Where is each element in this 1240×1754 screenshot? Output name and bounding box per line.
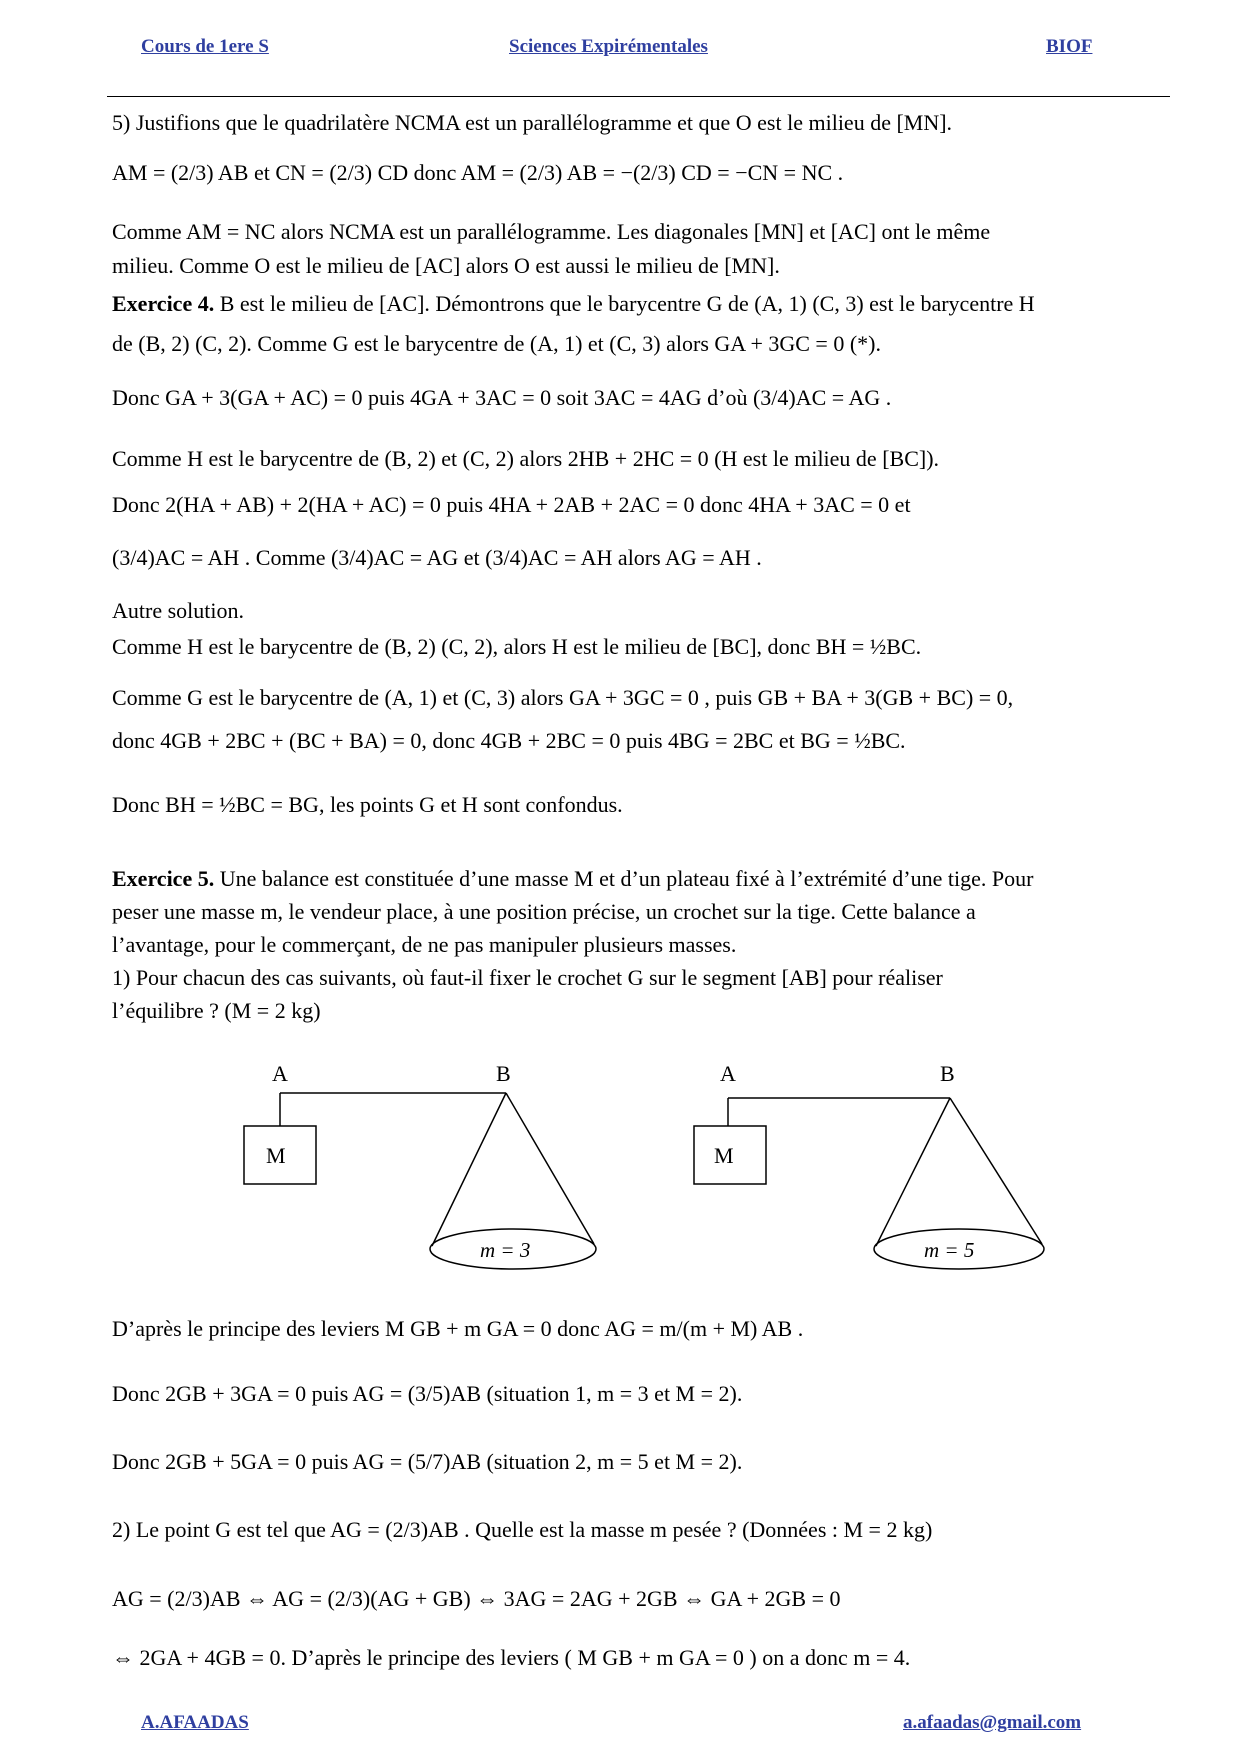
plate-mass-label: m = 5 [924, 1238, 975, 1262]
text-line: milieu. Comme O est le milieu de [AC] alors O est aussi le milieu de [MN]. [112, 253, 780, 278]
text-line: de (B, 2) (C, 2). Comme G est le barycentre de (A, 1) et (C, 3) alors GA + 3GC = 0 (*). [112, 331, 881, 356]
equation-line: (3/4)AC = AH . Comme (3/4)AC = AG et (3/4)AC = AH alors AG = AH . [112, 545, 762, 570]
point-b-label: B [940, 1061, 955, 1086]
plate-mass-label: m = 3 [480, 1238, 531, 1262]
header-subject[interactable]: Sciences Expirémentales [509, 36, 708, 57]
cone-side [432, 1093, 506, 1246]
text-line: 5) Justifions que le quadrilatère NCMA est un parallélogramme et que O est le milieu de [MN]. [112, 110, 953, 135]
exercise-4-label: Exercice 4. [112, 291, 215, 316]
cone-side [876, 1098, 950, 1246]
equation-line: Donc 2(HA + AB) + 2(HA + AC) = 0 puis 4HA + 2AB + 2AC = 0 donc 4HA + 3AC = 0 et [112, 492, 911, 517]
equation-line: ⇔ 2GA + 4GB = 0. D’après le principe des leviers ( M GB + m GA = 0 ) on a donc m = 4. [112, 1645, 911, 1670]
text-line: Autre solution. [112, 598, 244, 623]
footer-author[interactable]: A.AFAADAS [141, 1712, 249, 1733]
equation-line: Donc 2GB + 3GA = 0 puis AG = (3/5)AB (situation 1, m = 3 et M = 2). [112, 1381, 743, 1406]
text-line: Donc BH = ½BC = BG, les points G et H sont confondus. [112, 792, 623, 817]
text-span: Une balance est constituée d’une masse M et d’un plateau fixé à l’extrémité d’une tige. Pour [219, 866, 1034, 891]
point-b-label: B [496, 1061, 511, 1086]
text-line: l’avantage, pour le commerçant, de ne pas manipuler plusieurs masses. [112, 932, 737, 957]
text-line: l’équilibre ? (M = 2 kg) [112, 998, 321, 1023]
equation-line: AM = (2/3) AB et CN = (2/3) CD donc AM = (2/3) AB = −(2/3) CD = −CN = NC . [112, 160, 844, 185]
equation-line: Donc 2GB + 5GA = 0 puis AG = (5/7)AB (situation 2, m = 5 et M = 2). [112, 1449, 743, 1474]
equation-line: donc 4GB + 2BC + (BC + BA) = 0, donc 4GB + 2BC = 0 puis 4BG = 2BC et BG = ½BC. [112, 728, 906, 753]
text-span: B est le milieu de [AC]. Démontrons que le barycentre G de (A, 1) (C, 3) est le barycentre H [219, 291, 1035, 316]
cone-side [950, 1098, 1042, 1244]
mass-label: M [714, 1143, 734, 1168]
header-track[interactable]: BIOF [1046, 36, 1093, 57]
footer-email-link[interactable]: a.afaadas@gmail.com [903, 1712, 1082, 1733]
text-line: 1) Pour chacun des cas suivants, où faut-il fixer le crochet G sur le segment [AB] pour réaliser [112, 965, 943, 990]
text-line: Comme H est le barycentre de (B, 2) (C, 2), alors H est le milieu de [BC], donc BH = ½BC. [112, 634, 922, 659]
point-a-label: A [272, 1061, 288, 1086]
mass-label: M [266, 1143, 286, 1168]
balance-figures [0, 1040, 1240, 1300]
equation-line: D’après le principe des leviers M GB + m GA = 0 donc AG = m/(m + M) AB . [112, 1316, 804, 1341]
exercise-4-paragraph [112, 291, 1035, 317]
point-a-label: A [720, 1061, 736, 1086]
text-line: Comme H est le barycentre de (B, 2) et (C, 2) alors 2HB + 2HC = 0 (H est le milieu de [BC]). [112, 446, 940, 471]
exercise-5-label: Exercice 5. [112, 866, 215, 891]
text-line: Comme AM = NC alors NCMA est un parallélogramme. Les diagonales [MN] et [AC] ont le même [112, 219, 991, 244]
header-divider [107, 96, 1170, 97]
balance-right [694, 1061, 1044, 1269]
text-line: peser une masse m, le vendeur place, à une position précise, un crochet sur la tige. Cette balance a [112, 899, 976, 924]
balance-left [244, 1061, 596, 1269]
equation-line: 2) Le point G est tel que AG = (2/3)AB . Quelle est la masse m pesée ? (Données : M = 2 kg) [112, 1517, 933, 1542]
header-course[interactable]: Cours de 1ere S [141, 36, 269, 57]
equation-line: Comme G est le barycentre de (A, 1) et (C, 3) alors GA + 3GC = 0 , puis GB + BA + 3(GB + BC) = 0, [112, 685, 1014, 710]
equation-line: Donc GA + 3(GA + AC) = 0 puis 4GA + 3AC = 0 soit 3AC = 4AG d’où (3/4)AC = AG . [112, 385, 892, 410]
equation-line: AG = (2/3)AB ⇔ AG = (2/3)(AG + GB) ⇔ 3AG = 2AG + 2GB ⇔ GA + 2GB = 0 [112, 1586, 841, 1611]
cone-side [506, 1093, 594, 1244]
exercise-5-paragraph [112, 866, 1033, 892]
